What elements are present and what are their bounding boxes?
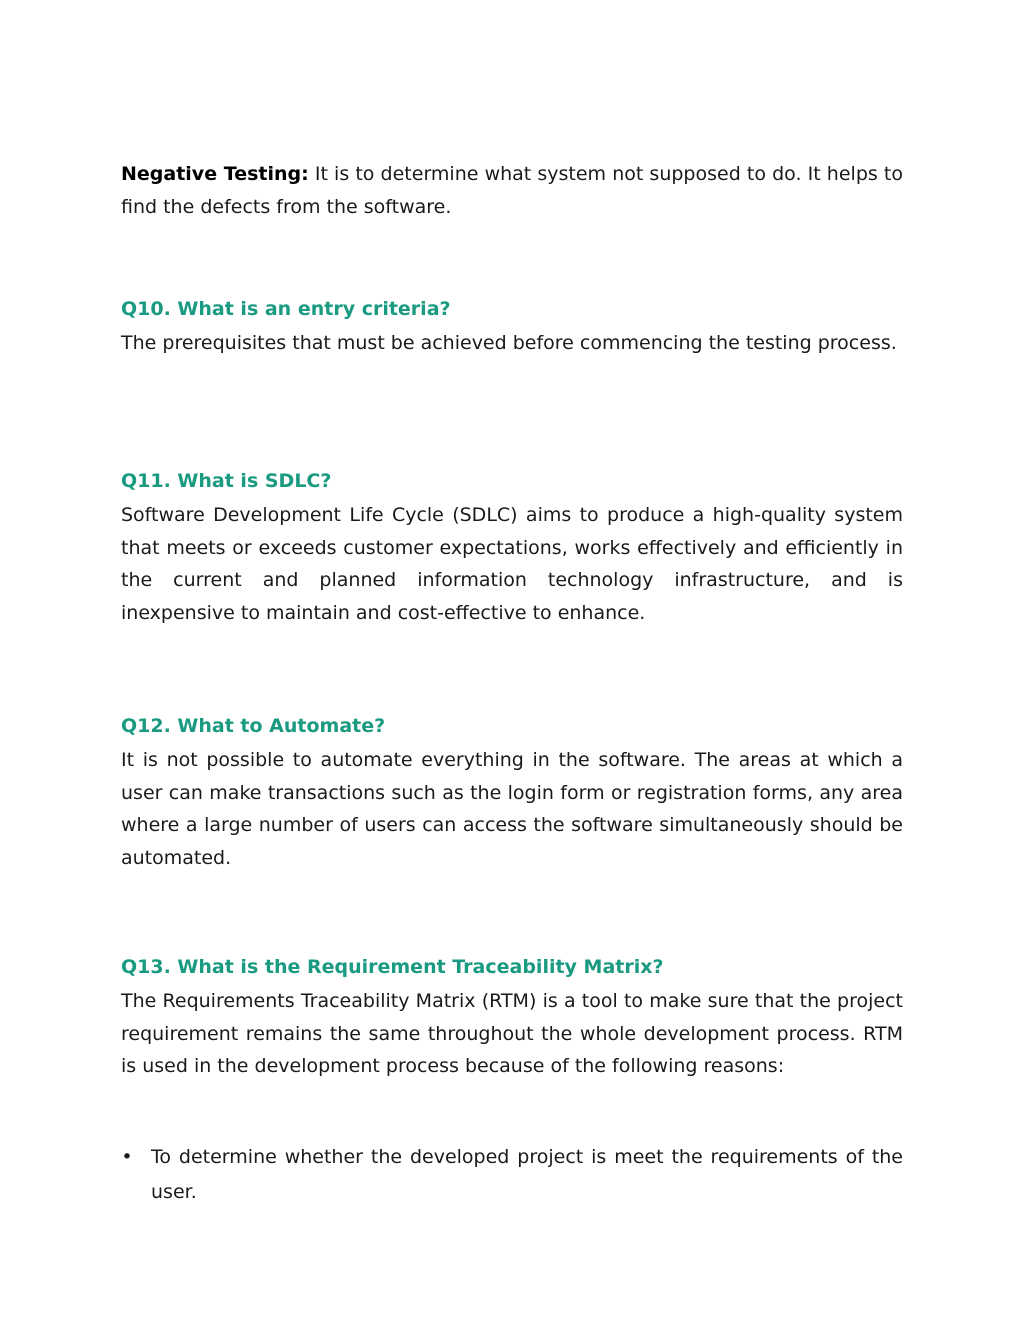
q10-answer: The prerequisites that must be achieved before commencing the testing process.	[121, 332, 897, 354]
bullet-icon: •	[121, 1146, 133, 1168]
q12-heading: Q12. What to Automate?	[121, 715, 386, 737]
q13-heading: Q13. What is the Requirement Traceability Matrix?	[121, 956, 664, 978]
q13-bullet-list	[121, 1140, 903, 1210]
q13-section	[121, 952, 903, 1083]
negative-testing-paragraph	[121, 158, 903, 223]
negative-testing-text: It is to determine what system not supposed to do. It helps to find the defects from the software.	[121, 163, 903, 218]
q10-section	[121, 294, 903, 360]
q12-section	[121, 711, 903, 874]
bullet-text: To determine whether the developed project is meet the requirements of the user.	[151, 1146, 903, 1203]
q11-section	[121, 466, 903, 629]
q11-answer: Software Development Life Cycle (SDLC) aims to produce a high-quality system that meets or exceeds customer expectations, works effectively and efficiently in the current and planned information technology infrastructure, and is inexpensive to maintain and cost-effective to enhance.	[121, 504, 903, 624]
q10-heading: Q10. What is an entry criteria?	[121, 298, 451, 320]
q13-answer: The Requirements Traceability Matrix (RTM) is a tool to make sure that the project requirement remains the same throughout the whole development process. RTM is used in the development process because of the following reasons:	[121, 990, 903, 1078]
negative-testing-section	[121, 158, 903, 223]
list-item	[121, 1140, 903, 1210]
negative-testing-term: Negative Testing:	[121, 163, 309, 185]
q11-heading: Q11. What is SDLC?	[121, 470, 332, 492]
q12-answer: It is not possible to automate everything in the software. The areas at which a user can make transactions such as the login form or registration forms, any area where a large number of users can access the software simultaneously should be automated.	[121, 749, 903, 869]
